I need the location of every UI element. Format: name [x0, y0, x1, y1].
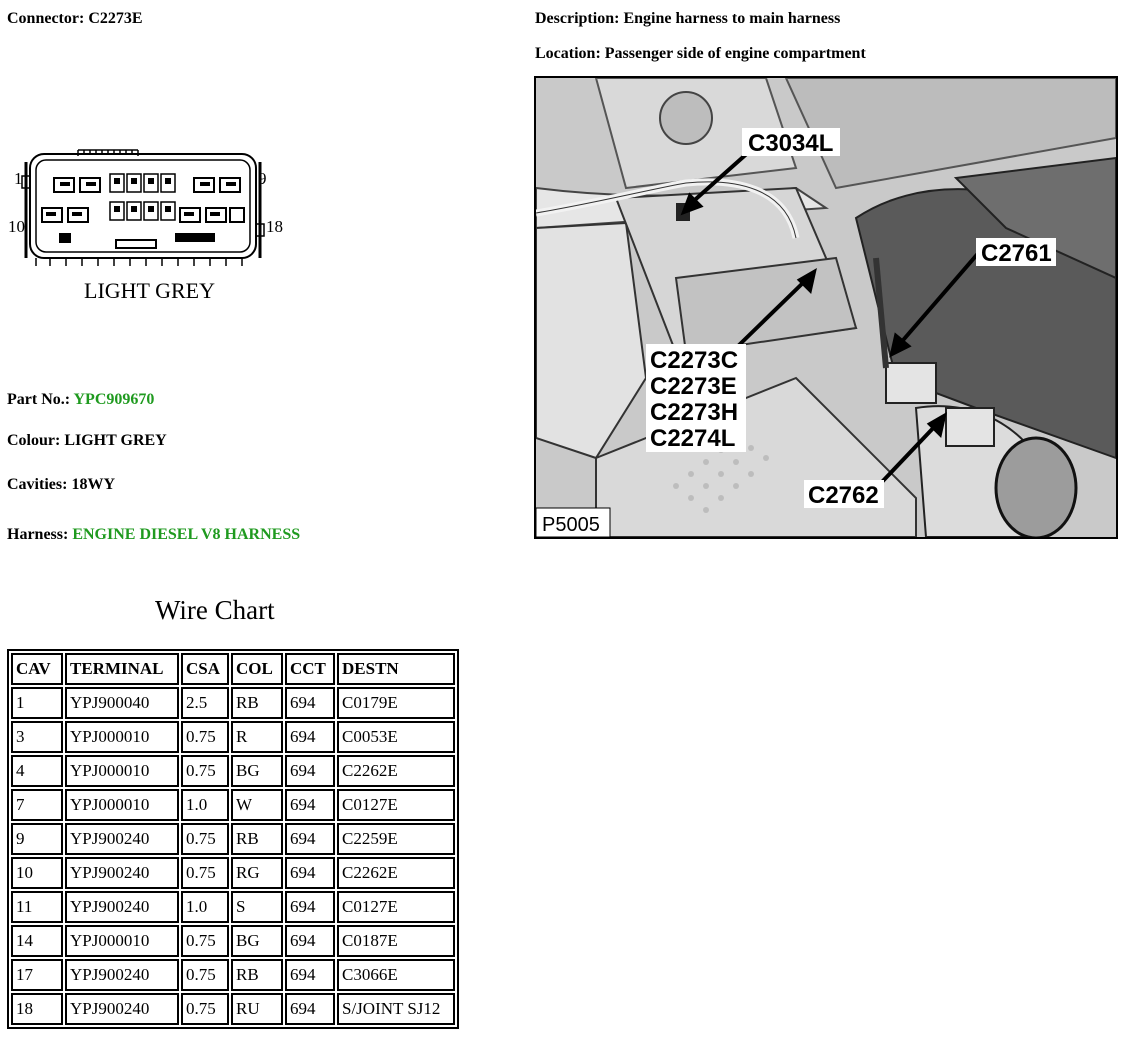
pin-label-9: 9: [258, 169, 267, 188]
cell-terminal: YPJ000010: [65, 755, 179, 787]
cell-cct: 694: [285, 687, 335, 719]
connector-value: C2273E: [88, 10, 143, 27]
cell-destn: C2262E: [337, 857, 455, 889]
cell-cav: 11: [11, 891, 63, 923]
description-value: Engine harness to main harness: [623, 10, 841, 27]
cavities-field: [7, 476, 115, 494]
col-col: COL: [231, 653, 283, 685]
cell-terminal: YPJ900240: [65, 823, 179, 855]
connector-face-diagram: [6, 140, 306, 310]
wire-chart-title: Wire Chart: [155, 595, 275, 625]
cell-cct: 694: [285, 857, 335, 889]
cell-terminal: YPJ000010: [65, 721, 179, 753]
cell-cav: 1: [11, 687, 63, 719]
colour-label: Colour:: [7, 432, 61, 449]
col-cav: CAV: [11, 653, 63, 685]
cell-terminal: YPJ900240: [65, 857, 179, 889]
cell-col: RB: [231, 823, 283, 855]
cell-destn: S/JOINT SJ12: [337, 993, 455, 1025]
cell-terminal: YPJ900240: [65, 993, 179, 1025]
cell-destn: C0053E: [337, 721, 455, 753]
cell-csa: 0.75: [181, 993, 229, 1025]
cell-col: BG: [231, 925, 283, 957]
cell-cav: 9: [11, 823, 63, 855]
table-row: [11, 857, 455, 889]
cell-cct: 694: [285, 823, 335, 855]
table-row: [11, 823, 455, 855]
pin-label-1: 1: [14, 169, 23, 188]
table-row: [11, 789, 455, 821]
harness-link[interactable]: ENGINE DIESEL V8 HARNESS: [72, 526, 301, 543]
pin-label-18: 18: [266, 217, 283, 236]
col-cct: CCT: [285, 653, 335, 685]
cell-cav: 18: [11, 993, 63, 1025]
cell-col: RG: [231, 857, 283, 889]
cell-cav: 17: [11, 959, 63, 991]
part-no-field: [7, 391, 154, 409]
cell-cct: 694: [285, 959, 335, 991]
callout-c2273c: C2273C: [650, 347, 739, 374]
connector-field: [7, 10, 143, 28]
table-row: [11, 755, 455, 787]
cell-destn: C2262E: [337, 755, 455, 787]
col-csa: CSA: [181, 653, 229, 685]
cell-destn: C3066E: [337, 959, 455, 991]
cell-csa: 0.75: [181, 925, 229, 957]
cavities-label: Cavities:: [7, 476, 68, 493]
colour-field: [7, 432, 167, 450]
cell-col: W: [231, 789, 283, 821]
harness-label: Harness:: [7, 526, 69, 543]
cell-cct: 694: [285, 755, 335, 787]
location-photo: [534, 76, 1118, 539]
cell-csa: 0.75: [181, 857, 229, 889]
cell-cct: 694: [285, 721, 335, 753]
diagram-colour-label: LIGHT GREY: [84, 278, 215, 303]
cell-csa: 2.5: [181, 687, 229, 719]
callout-c2274l: C2274L: [650, 425, 736, 452]
latch: [116, 240, 156, 248]
cell-terminal: YPJ000010: [65, 789, 179, 821]
cell-col: S: [231, 891, 283, 923]
figure-id: P5005: [542, 514, 600, 536]
cell-terminal: YPJ900040: [65, 687, 179, 719]
cell-csa: 0.75: [181, 755, 229, 787]
location-value: Passenger side of engine compartment: [604, 45, 866, 62]
cell-cav: 10: [11, 857, 63, 889]
cell-col: R: [231, 721, 283, 753]
table-header-row: [11, 653, 455, 685]
cell-terminal: YPJ900240: [65, 959, 179, 991]
cell-destn: C2259E: [337, 823, 455, 855]
part-no-label: Part No.:: [7, 391, 71, 408]
cell-csa: 0.75: [181, 721, 229, 753]
cell-csa: 1.0: [181, 789, 229, 821]
table-row: [11, 925, 455, 957]
cell-destn: C0187E: [337, 925, 455, 957]
cavities-value: 18WY: [71, 476, 115, 493]
description-label: Description:: [535, 10, 620, 27]
table-row: [11, 959, 455, 991]
location-label: Location:: [535, 45, 601, 62]
cell-destn: C0179E: [337, 687, 455, 719]
callout-c2762: C2762: [808, 482, 879, 509]
callout-c3034l: C3034L: [748, 130, 834, 157]
pin-label-10: 10: [8, 217, 25, 236]
col-destn: DESTN: [337, 653, 455, 685]
col-terminal: TERMINAL: [65, 653, 179, 685]
cell-terminal: YPJ000010: [65, 925, 179, 957]
description-field: [535, 10, 840, 28]
cell-terminal: YPJ900240: [65, 891, 179, 923]
cavity-18: [230, 208, 244, 222]
wire-chart-table: [7, 649, 459, 1029]
connector-label: Connector:: [7, 10, 85, 27]
cell-csa: 0.75: [181, 959, 229, 991]
cell-cct: 694: [285, 891, 335, 923]
location-field: [535, 45, 866, 63]
cell-cct: 694: [285, 789, 335, 821]
cell-csa: 0.75: [181, 823, 229, 855]
cell-cav: 4: [11, 755, 63, 787]
cell-col: BG: [231, 755, 283, 787]
cell-cct: 694: [285, 925, 335, 957]
callout-c2273e: C2273E: [650, 373, 737, 400]
cell-csa: 1.0: [181, 891, 229, 923]
table-row: [11, 891, 455, 923]
cell-col: RU: [231, 993, 283, 1025]
cell-cct: 694: [285, 993, 335, 1025]
table-row: [11, 721, 455, 753]
part-no-link[interactable]: YPC909670: [73, 391, 155, 408]
harness-field: [7, 526, 300, 544]
cell-cav: 3: [11, 721, 63, 753]
cell-destn: C0127E: [337, 789, 455, 821]
cell-cav: 7: [11, 789, 63, 821]
table-row: [11, 687, 455, 719]
callout-c2273h: C2273H: [650, 399, 739, 426]
colour-value: LIGHT GREY: [64, 432, 167, 449]
callout-c2761: C2761: [981, 240, 1052, 267]
cell-destn: C0127E: [337, 891, 455, 923]
table-row: [11, 993, 455, 1025]
cell-col: RB: [231, 959, 283, 991]
cell-col: RB: [231, 687, 283, 719]
cell-cav: 14: [11, 925, 63, 957]
